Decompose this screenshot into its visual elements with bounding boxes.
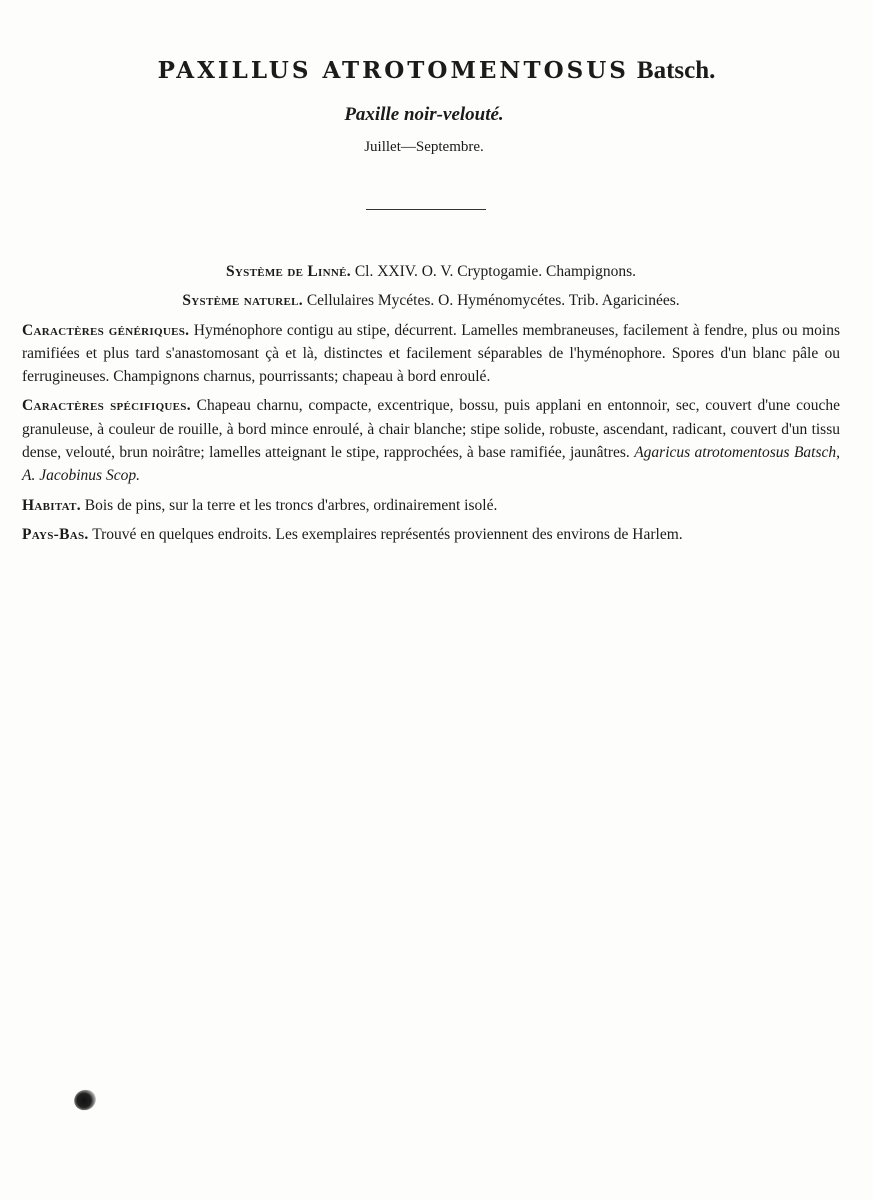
naturel-label: Système naturel.: [182, 292, 303, 310]
specific-text: Chapeau charnu, compacte, excentrique, bossu, puis applani en entonnoir, sec, couvert d'une couche granuleuse, à couleur de rouille, à bord mince enroulé, à chair blanche; stipe solide, robuste, ascendant, radicant, couvert d'un tissu dense, velouté, brun noirâtre; lamelles atteignant le stipe, rapprochées, à base ramifiée, jaunâtres.: [22, 397, 841, 462]
generic-label: Caractères génériques.: [22, 321, 190, 339]
natural-system-line: [22, 289, 840, 312]
linne-text: Cl. XXIV. O. V. Cryptogamie. Champignons.: [354, 263, 636, 280]
ink-blot: [71, 1086, 99, 1113]
paysbas-label: Pays-Bas.: [22, 525, 89, 543]
description-body: [22, 260, 840, 546]
naturel-text: Cellulaires Mycétes. O. Hyménomycétes. Trib. Agaricinées.: [306, 292, 680, 310]
habitat-paragraph: [22, 494, 840, 517]
divider-rule: [366, 209, 486, 210]
specific-characters-paragraph: [22, 394, 840, 487]
habitat-label: Habitat.: [22, 496, 81, 514]
synonyms-text: Agaricus atrotomentosus Batsch, A. Jacobinus Scop.: [22, 444, 841, 485]
species-author: Batsch.: [636, 57, 716, 84]
generic-characters-paragraph: [22, 319, 840, 389]
common-name: Paxille noir-velouté.: [344, 104, 504, 125]
linne-system-line: [22, 260, 840, 283]
linne-label: Système de Linné.: [226, 263, 351, 280]
species-title: [0, 56, 873, 86]
season: Juillet—Septembre.: [364, 139, 484, 155]
paysbas-text: Trouvé en quelques endroits. Les exemplaires représentés proviennent des environs de Harlem.: [92, 525, 683, 543]
netherlands-paragraph: [22, 523, 840, 546]
generic-text: Hyménophore contigu au stipe, décurrent. Lamelles membraneuses, facilement à fendre, plus ou moins ramifiées et plus tard s'anastomosant çà et là, distinctes et facilement séparables de l'hyménophore. Spores d'un blanc pâle ou ferrugineuses. Champignons charnus, pourrissants; chapeau à bord enroulé.: [22, 321, 841, 386]
habitat-text: Bois de pins, sur la terre et les troncs d'arbres, ordinairement isolé.: [84, 496, 498, 514]
specific-label: Caractères spécifiques.: [22, 397, 191, 415]
species-name: PAXILLUS ATROTOMENTOSUS: [157, 57, 629, 84]
